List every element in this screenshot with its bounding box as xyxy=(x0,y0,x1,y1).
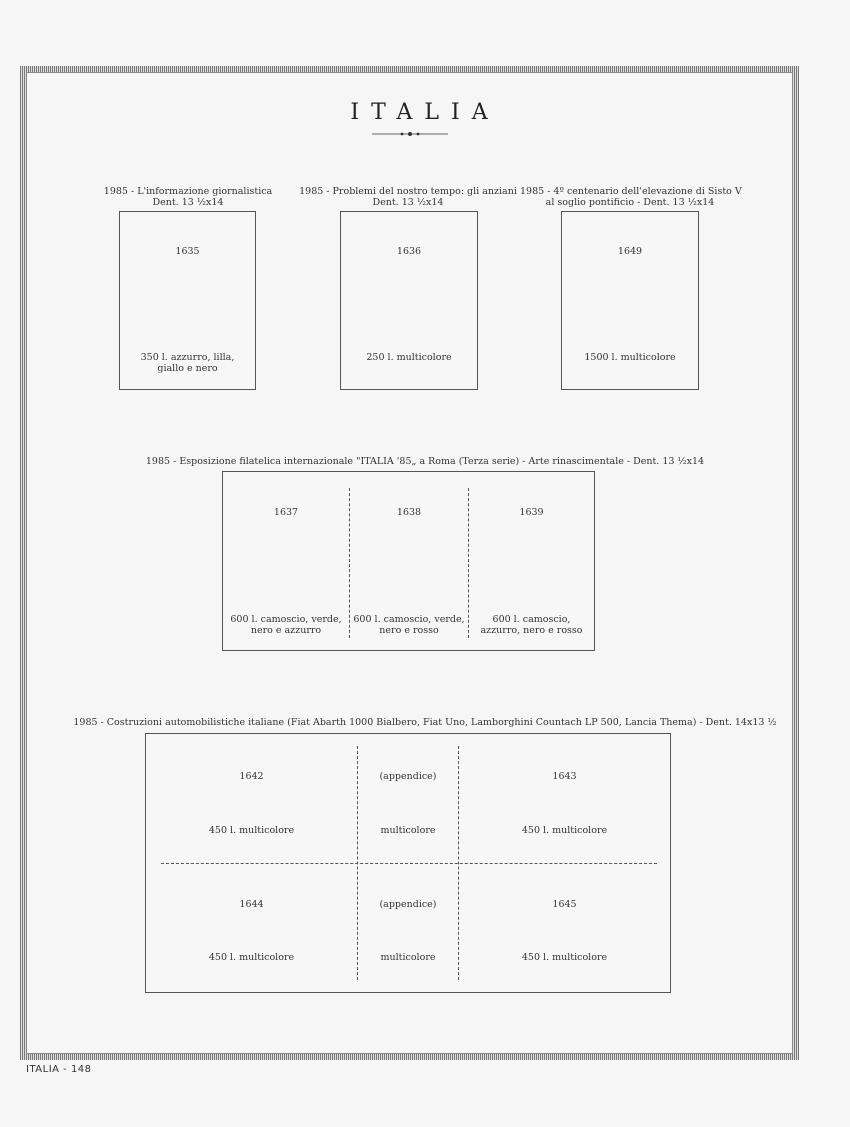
stamp-slot-1639[interactable] xyxy=(469,472,594,650)
stamp-description: 450 l. multicolore xyxy=(521,952,608,963)
stamp-block xyxy=(145,733,671,993)
stamp-number: 1637 xyxy=(273,507,299,518)
block-caption: 1985 - Costruzioni automobilistiche italiane (Fiat Abarth 1000 Bialbero, Fiat Uno, Lamborghini Countach LP 500, Lancia Thema) - Dent. 14x13 ½ xyxy=(73,717,777,728)
stamp-number: 1645 xyxy=(552,899,577,910)
stamp-slot-1649[interactable] xyxy=(561,211,699,390)
stamp-slot-1644[interactable] xyxy=(146,864,357,992)
stamp-number: 1635 xyxy=(175,246,200,257)
stamp-description: 250 l. multicolore xyxy=(366,352,452,363)
stamp-slot-1638[interactable] xyxy=(350,472,468,650)
stamp-slot-1645[interactable] xyxy=(459,864,670,992)
stamp-description: 450 l. multicolore xyxy=(208,952,295,963)
stamp-number: 1643 xyxy=(552,771,577,782)
stamp-description: 350 l. azzurro, lilla, giallo e nero xyxy=(140,352,235,374)
stamp-slot-1636[interactable] xyxy=(340,211,478,390)
stamp-caption: 1985 - L'informazione giornalistica Dent. 13 ½x14 xyxy=(103,186,273,208)
appendice-slot[interactable] xyxy=(358,734,458,863)
stamp-slot-1635[interactable] xyxy=(119,211,256,390)
stamp-strip xyxy=(222,471,595,651)
stamp-caption: 1985 - Problemi del nostro tempo: gli anziani Dent. 13 ½x14 xyxy=(299,186,517,208)
stamp-description: 1500 l. multicolore xyxy=(584,352,676,363)
stamp-number: (appendice) xyxy=(379,771,437,782)
stamp-number: 1644 xyxy=(239,899,264,910)
stamp-description: multicolore xyxy=(380,952,436,963)
stamp-description: multicolore xyxy=(380,825,436,836)
stamp-number: 1638 xyxy=(396,507,422,518)
stamp-slot-1643[interactable] xyxy=(459,734,670,863)
stamp-number: 1639 xyxy=(519,507,544,518)
stamp-description: 600 l. camoscio, verde, nero e azzurro xyxy=(230,614,342,636)
page-title: ITALIA xyxy=(350,100,500,125)
stamp-number: 1649 xyxy=(617,246,643,257)
appendice-slot[interactable] xyxy=(358,864,458,992)
stamp-slot-1642[interactable] xyxy=(146,734,357,863)
stamp-description: 450 l. multicolore xyxy=(521,825,608,836)
page-footer: ITALIA - 148 xyxy=(26,1064,92,1075)
title-ornament xyxy=(372,131,448,137)
stamp-caption: 1985 - 4º centenario dell'elevazione di Sisto V al soglio pontificio - Dent. 13 ½x14 xyxy=(520,186,742,208)
strip-caption: 1985 - Esposizione filatelica internazionale "ITALIA '85„ a Roma (Terza serie) - Arte rinascimentale - Dent. 13 ½x14 xyxy=(145,456,705,467)
perforation-divider xyxy=(161,863,657,864)
stamp-number: 1642 xyxy=(239,771,264,782)
stamp-number: 1636 xyxy=(396,246,422,257)
stamp-description: 600 l. camoscio, azzurro, nero e rosso xyxy=(480,614,583,636)
stamp-description: 450 l. multicolore xyxy=(208,825,295,836)
stamp-description: 600 l. camoscio, verde, nero e rosso xyxy=(353,614,465,636)
stamp-slot-1637[interactable] xyxy=(223,472,349,650)
stamp-number: (appendice) xyxy=(379,899,437,910)
